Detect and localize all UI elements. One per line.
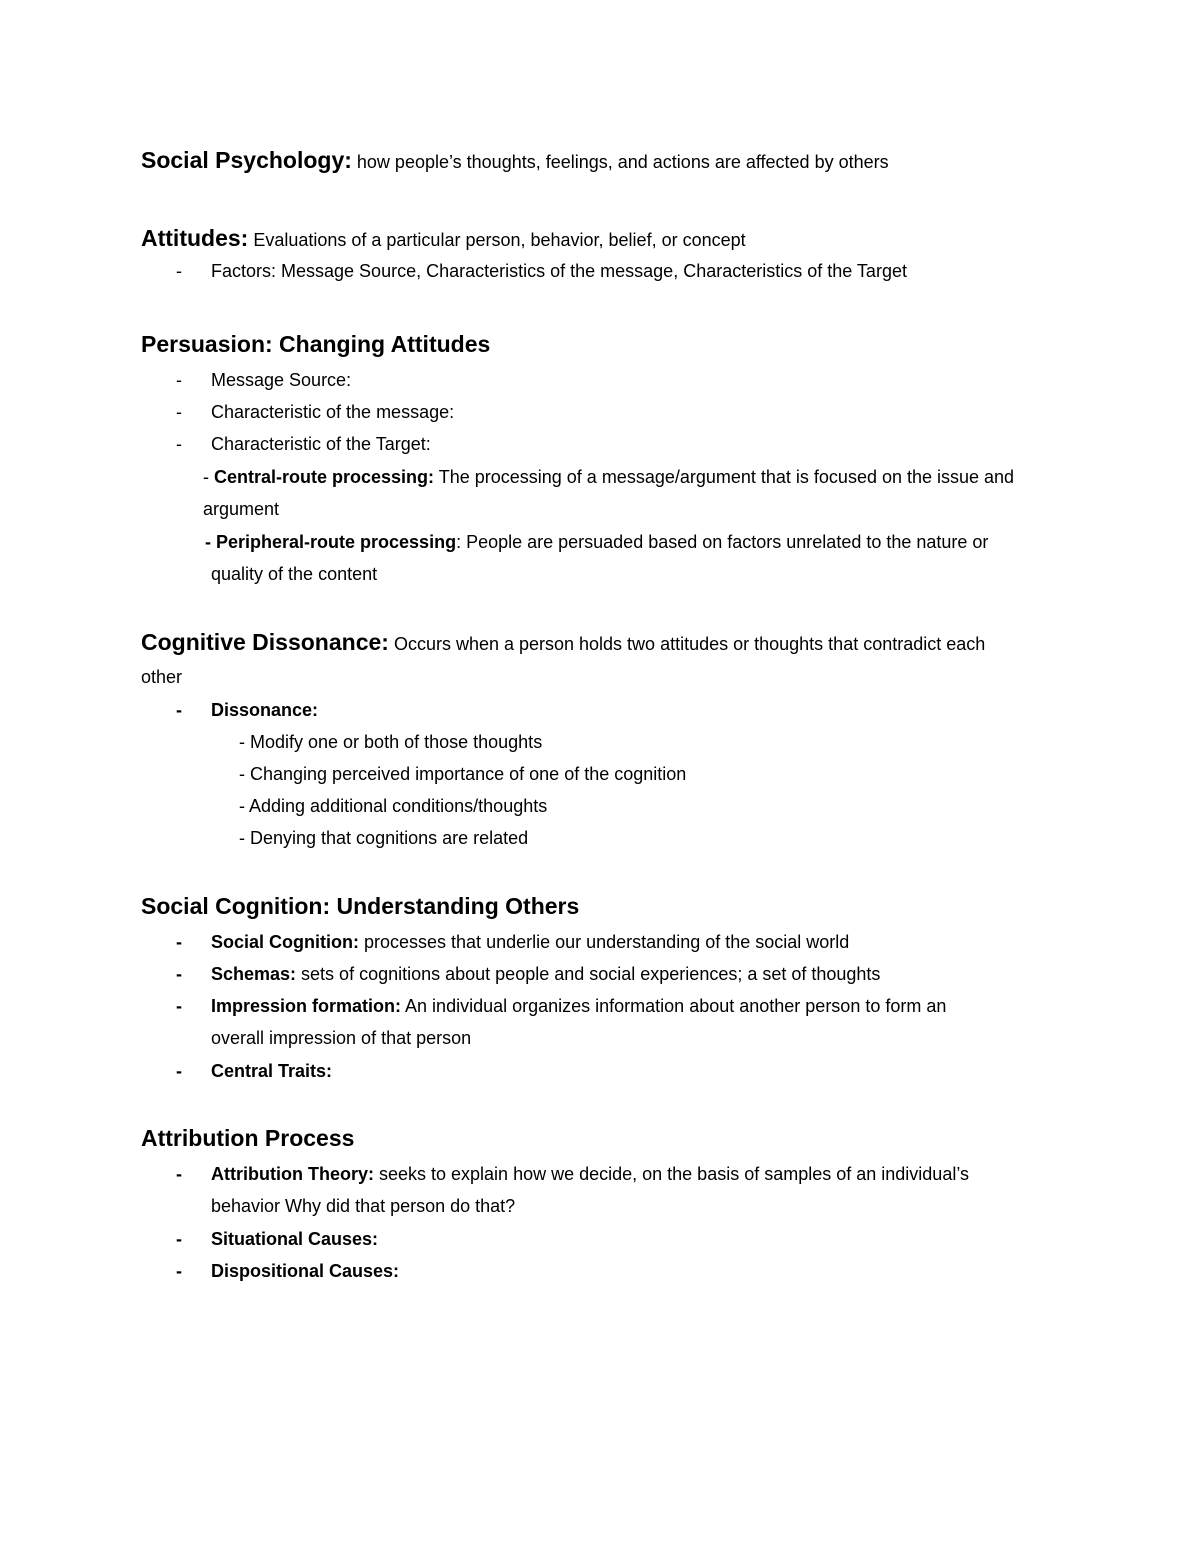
bullet-dash: -: [176, 370, 182, 390]
impression-formation-item: [211, 994, 946, 1018]
attribution-theory-item: [211, 1162, 969, 1186]
impression-formation-text: An individual organizes information about another person to form an: [401, 996, 947, 1016]
bullet-dash: -: [176, 1164, 182, 1184]
central-route-text: The processing of a message/argument that is focused on the issue and: [434, 467, 1015, 487]
social-psychology-term: Social Psychology:: [141, 147, 352, 173]
impression-formation-text2: overall impression of that person: [211, 1028, 472, 1048]
peripheral-route-text: : People are persuaded based on factors unrelated to the nature or: [456, 532, 989, 552]
dissonance-sub-item: - Modify one or both of those thoughts: [239, 732, 543, 752]
attribution-theory-text: seeks to explain how we decide, on the basis of samples of an individual’s: [373, 1164, 970, 1184]
social-cognition-text: processes that underlie our understanding of the social world: [359, 932, 850, 952]
bullet-dash: -: [176, 434, 182, 454]
situational-causes-term: Situational Causes:: [211, 1229, 379, 1249]
cognitive-dissonance-term: Cognitive Dissonance:: [141, 629, 389, 655]
bullet-dash: -: [176, 261, 182, 281]
social-psychology-definition: how people’s thoughts, feelings, and actions are affected by others: [351, 152, 889, 172]
peripheral-route-line2: quality of the content: [211, 564, 378, 584]
social-cognition-term: Social Cognition:: [211, 932, 359, 952]
attitudes-factors: Factors: Message Source, Characteristics of the message, Characteristics of the Target: [211, 261, 907, 281]
cognitive-dissonance-definition: Occurs when a person holds two attitudes or thoughts that contradict each: [388, 634, 986, 654]
schemas-term: Schemas:: [211, 964, 297, 984]
schemas-item: [211, 962, 880, 986]
bullet-dash: -: [176, 964, 182, 984]
cognitive-dissonance-line2: other: [141, 667, 183, 687]
dissonance-sub-item: - Changing perceived importance of one of the cognition: [239, 764, 687, 784]
persuasion-heading: Persuasion: Changing Attitudes: [141, 331, 491, 357]
dissonance-sub-item: - Denying that cognitions are related: [239, 828, 529, 848]
central-route-prefix: -: [203, 467, 214, 487]
central-traits-term: Central Traits:: [211, 1061, 333, 1081]
bullet-dash: -: [176, 1229, 182, 1249]
attitudes-definition: Evaluations of a particular person, behavior, belief, or concept: [248, 230, 746, 250]
bullet-dash: -: [176, 1061, 182, 1081]
attitudes-term: Attitudes:: [141, 225, 249, 251]
bullet-dash: -: [176, 700, 182, 720]
dissonance-sub-item: - Adding additional conditions/thoughts: [239, 796, 548, 816]
persuasion-bullet-target: Characteristic of the Target:: [211, 434, 431, 454]
bullet-dash: -: [176, 932, 182, 952]
central-route-line2: argument: [203, 499, 280, 519]
impression-formation-term: Impression formation:: [211, 996, 402, 1016]
cognitive-dissonance-line: [141, 628, 985, 656]
persuasion-bullet-message: Characteristic of the message:: [211, 402, 455, 422]
dissonance-label: Dissonance:: [211, 700, 319, 720]
attitudes-line: [141, 224, 746, 252]
bullet-dash: -: [176, 1261, 182, 1281]
attribution-theory-term: Attribution Theory:: [211, 1164, 374, 1184]
dispositional-causes-term: Dispositional Causes:: [211, 1261, 400, 1281]
persuasion-bullet-message-source: Message Source:: [211, 370, 352, 390]
central-route-line: [203, 465, 1014, 489]
central-route-term: Central-route processing:: [214, 467, 435, 487]
attribution-heading: Attribution Process: [141, 1125, 355, 1151]
schemas-text: sets of cognitions about people and social experiences; a set of thoughts: [296, 964, 881, 984]
attribution-theory-text2: behavior Why did that person do that?: [211, 1196, 516, 1216]
social-cognition-heading: Social Cognition: Understanding Others: [141, 893, 580, 919]
social-psychology-line: [141, 146, 889, 174]
peripheral-route-term: - Peripheral-route processing: [205, 532, 457, 552]
bullet-dash: -: [176, 996, 182, 1016]
bullet-dash: -: [176, 402, 182, 422]
peripheral-route-line: [205, 530, 988, 554]
social-cognition-item: [211, 930, 849, 954]
